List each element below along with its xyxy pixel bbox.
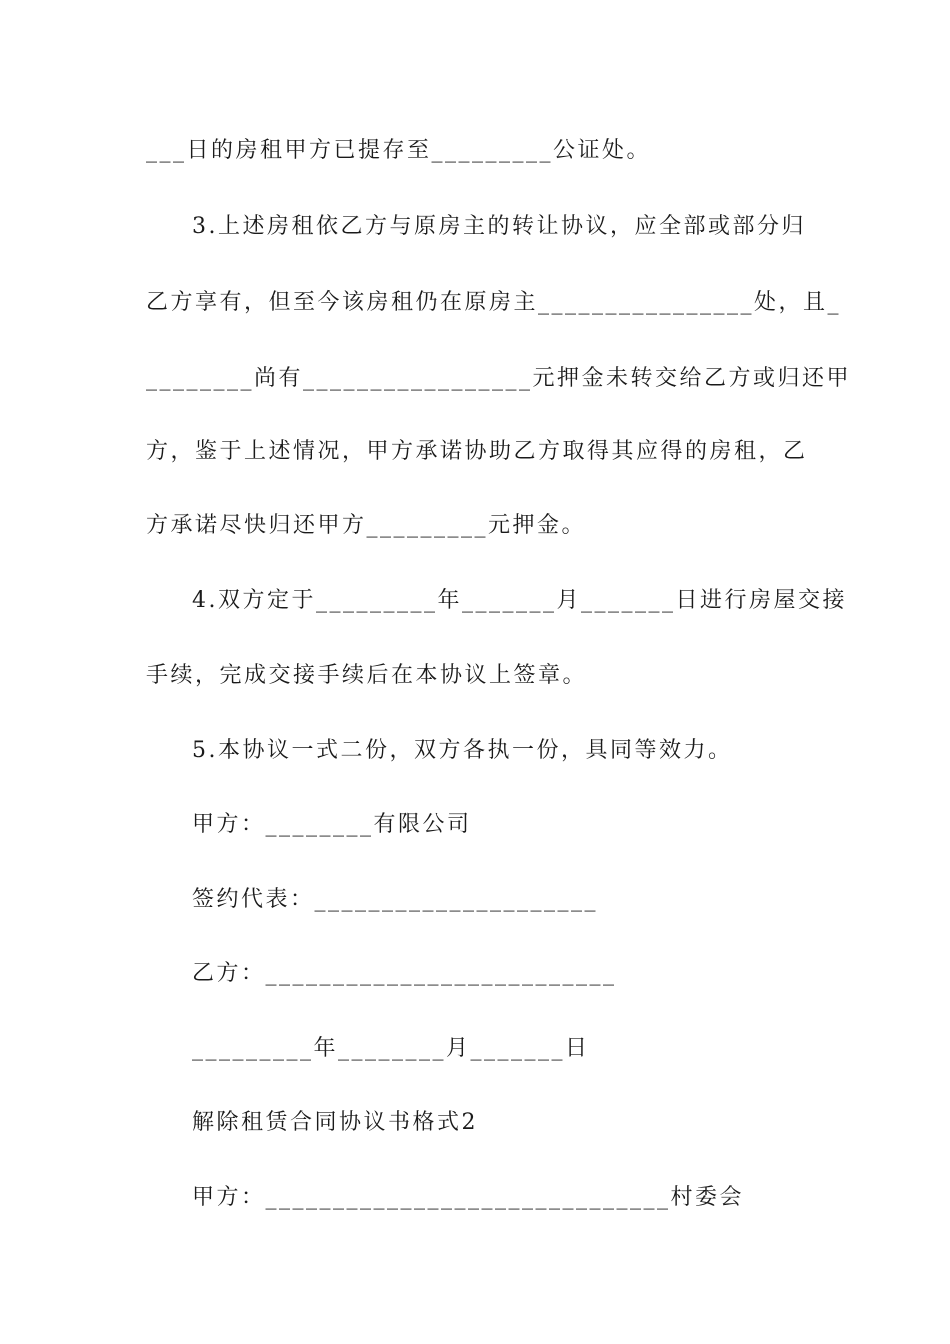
- text-line: ________尚有_________________元押金未转交给乙方或归还甲: [146, 366, 852, 391]
- text-line: ___日的房租甲方已提存至_________公证处。: [146, 138, 652, 163]
- text-line: 签约代表：_____________________: [192, 887, 599, 912]
- text-line: _________年________月_______日: [192, 1036, 590, 1061]
- text-line: 甲方：________有限公司: [192, 812, 472, 837]
- text-line: 5.本协议一式二份，双方各执一份，具同等效力。: [192, 738, 733, 763]
- text-line: 3.上述房租依乙方与原房主的转让协议，应全部或部分归: [192, 214, 806, 239]
- text-line: 方承诺尽快归还甲方_________元押金。: [146, 513, 587, 538]
- text-line: 4.双方定于_________年_______月_______日进行房屋交接: [192, 588, 847, 613]
- text-line: 乙方享有，但至今该房租仍在原房主________________处，且_: [146, 290, 842, 315]
- text-line: 甲方：______________________________村委会: [192, 1185, 745, 1210]
- text-line: 乙方：__________________________: [192, 961, 617, 986]
- text-line: 方，鉴于上述情况，甲方承诺协助乙方取得其应得的房租，乙: [146, 439, 808, 464]
- text-line: 手续，完成交接手续后在本协议上签章。: [146, 663, 588, 688]
- section-heading: 解除租赁合同协议书格式2: [192, 1110, 478, 1135]
